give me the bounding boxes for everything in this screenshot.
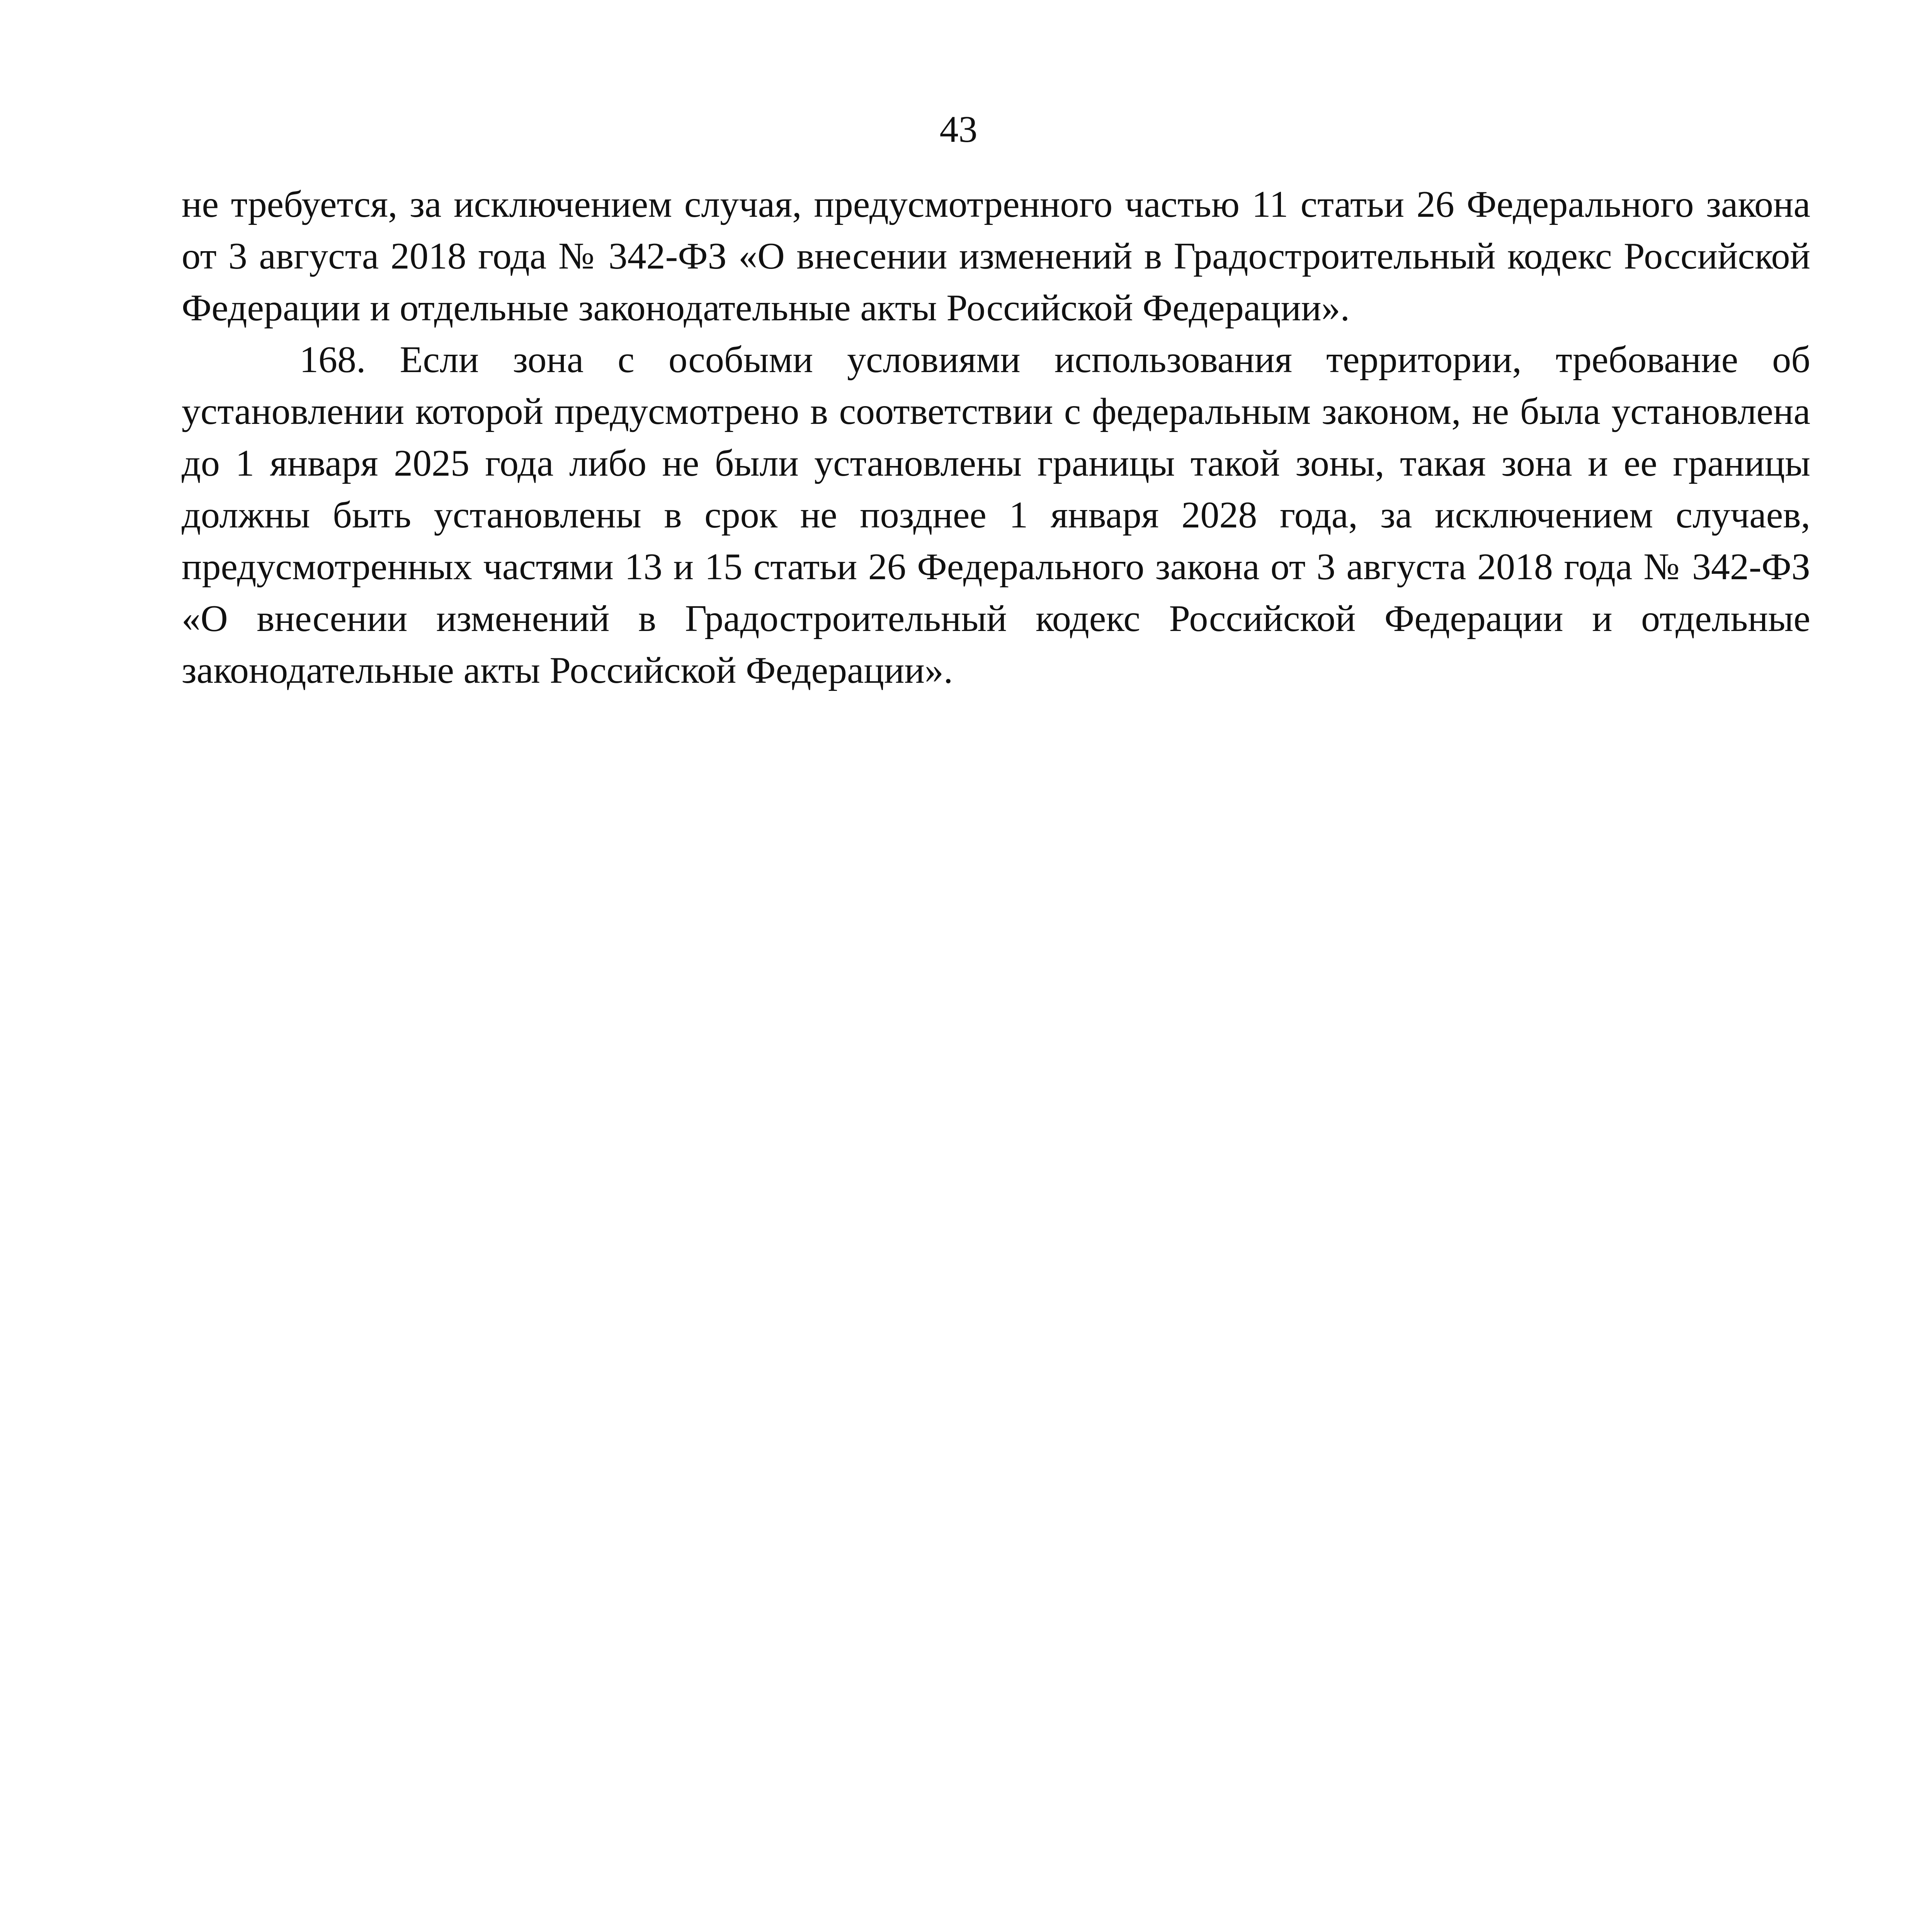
paragraph-continuation: не требуется, за исключением случая, предусмотренного частью 11 статьи 26 Федерального закона от 3 августа 2018 года № 342-ФЗ «О внесении изменений в Градостроительный кодекс Российской Федерации и отдельные законодательные акты Российской Федерации». (182, 184, 1810, 329)
document-body (182, 179, 1810, 696)
paragraph-item-168: 168. Если зона с особыми условиями использования территории, требование об установлении которой предусмотрено в соответствии с федеральным законом, не была установлена до 1 января 2025 года либо не были установлены границы такой зоны, такая зона и ее границы должны быть установлены в срок не позднее 1 января 2028 года, за исключением случаев, предусмотренных частями 13 и 15 статьи 26 Федерального закона от 3 августа 2018 года № 342-ФЗ «О внесении изменений в Градостроительный кодекс Российской Федерации и отдельные законодательные акты Российской Федерации». (182, 339, 1810, 691)
page-number: 43 (939, 109, 978, 150)
